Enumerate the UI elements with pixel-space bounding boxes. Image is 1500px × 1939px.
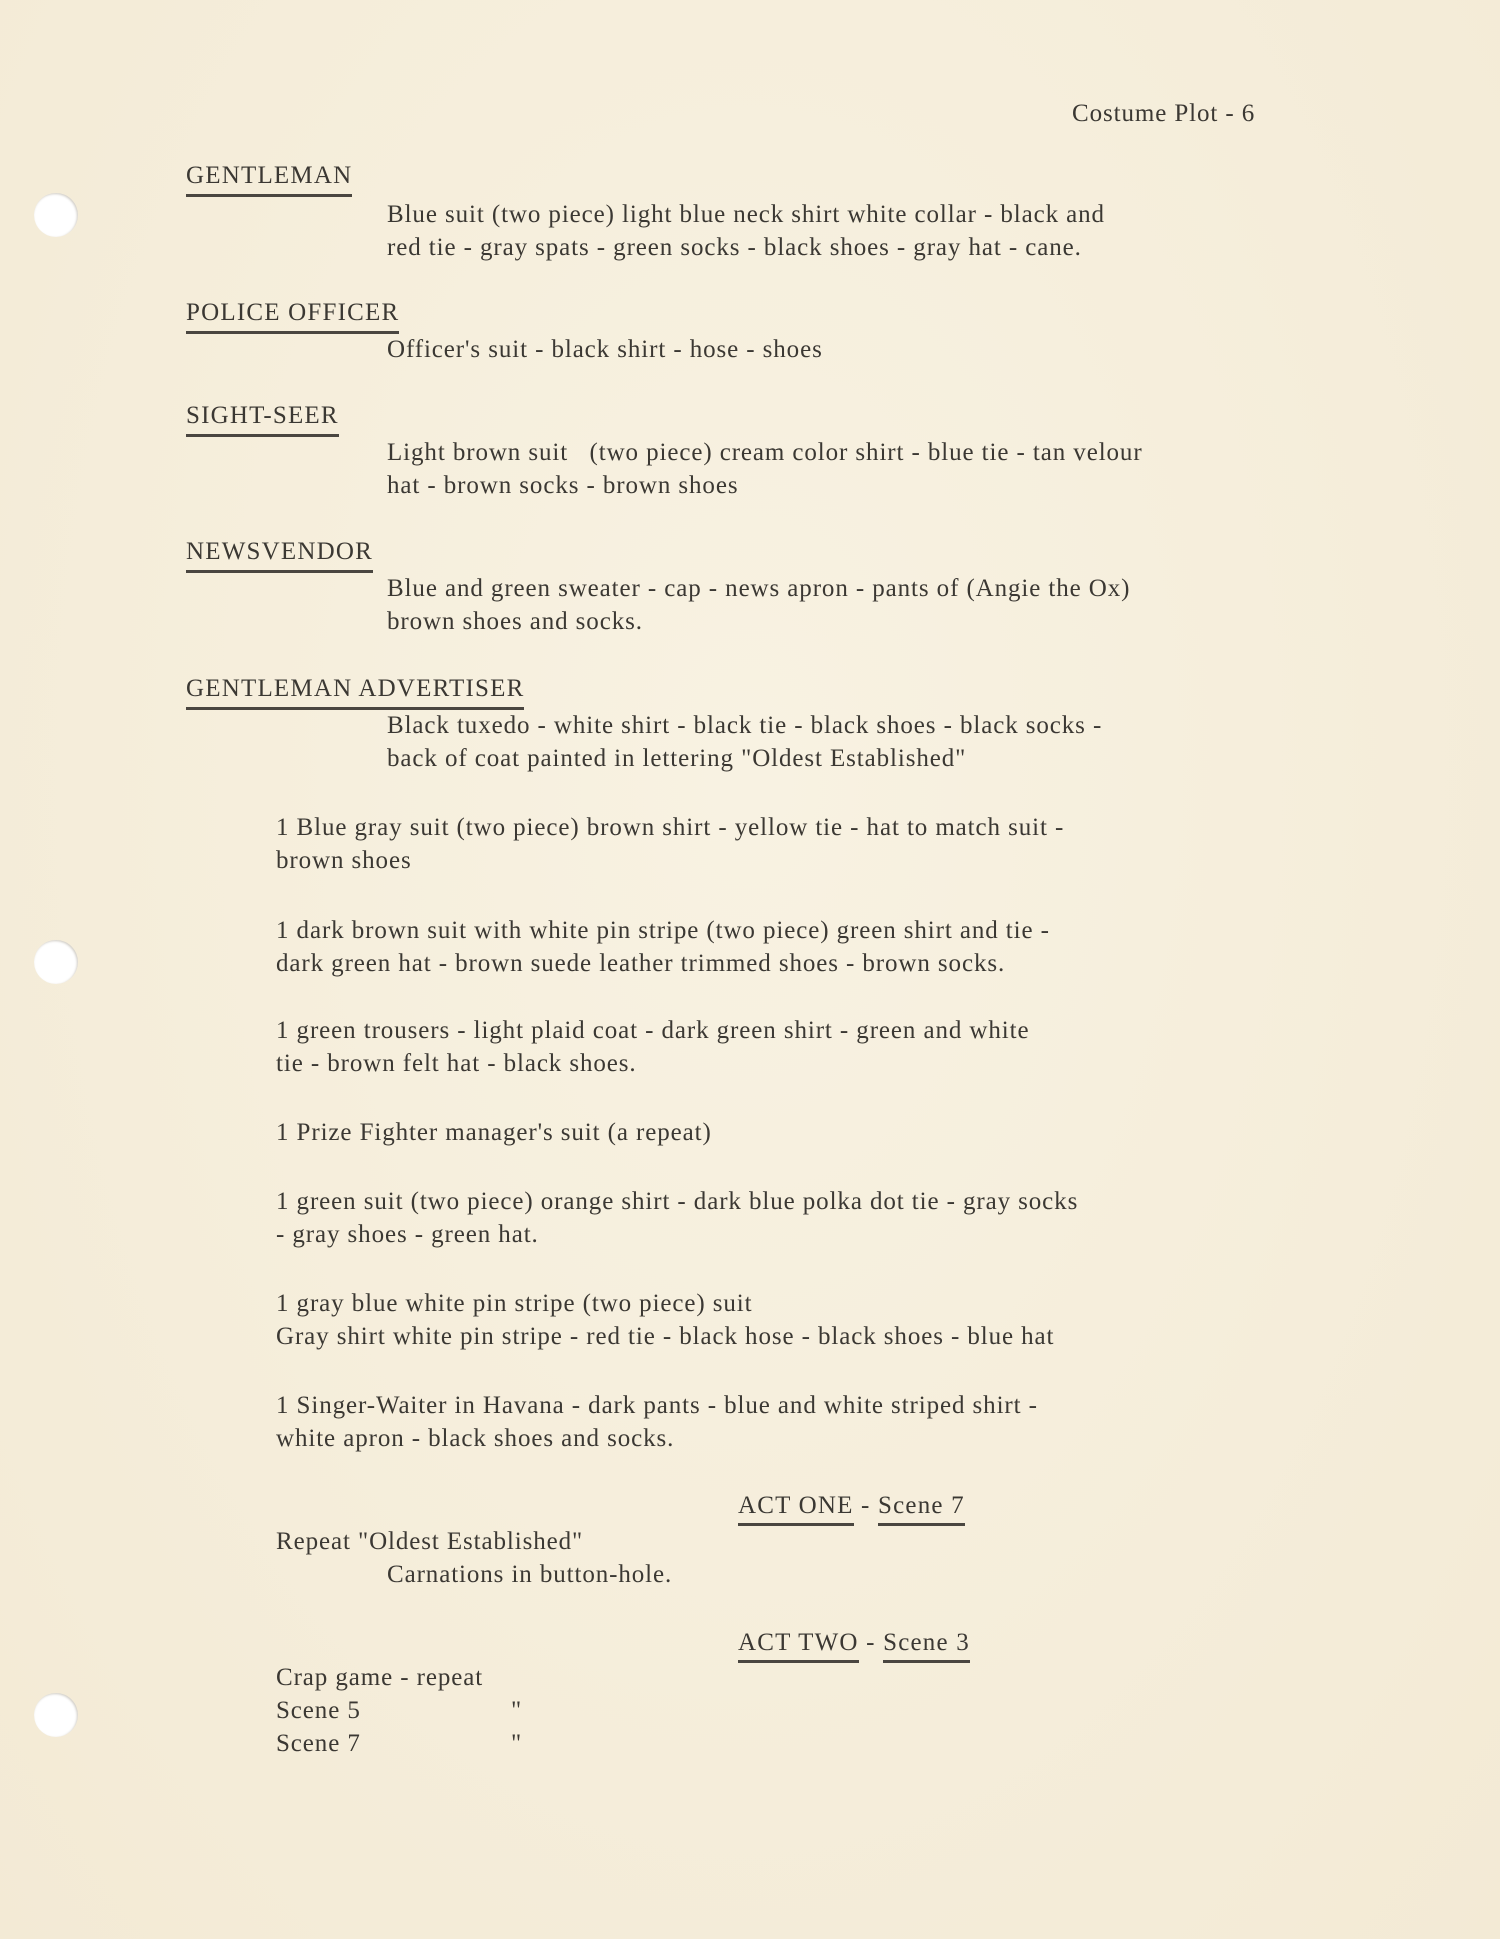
ditto-mark: ": [511, 1730, 523, 1757]
ditto-mark: ": [511, 1697, 523, 1724]
character-description-line: Officer's suit - black shirt - hose - shoes: [387, 336, 823, 363]
act-one-line: Repeat "Oldest Established": [276, 1528, 584, 1555]
act-one-line: Carnations in button-hole.: [387, 1561, 673, 1588]
costume-item-line: 1 green suit (two piece) orange shirt - dark blue polka dot tie - gray socks: [276, 1188, 1079, 1215]
costume-item-line: 1 Singer-Waiter in Havana - dark pants - blue and white striped shirt -: [276, 1392, 1038, 1419]
act-label: ACT TWO: [738, 1628, 859, 1663]
act-two-row-label: Crap game - repeat: [276, 1664, 484, 1691]
costume-item-line: 1 Prize Fighter manager's suit (a repeat): [276, 1119, 712, 1146]
character-description-line: back of coat painted in lettering "Oldest Established": [387, 745, 967, 772]
act-separator: -: [866, 1629, 876, 1656]
costume-item-line: brown shoes: [276, 847, 412, 874]
costume-item-line: dark green hat - brown suede leather trimmed shoes - brown socks.: [276, 950, 1006, 977]
act-separator: -: [861, 1492, 871, 1519]
page-header-label: Costume Plot - 6: [1072, 100, 1256, 127]
character-description-line: Blue suit (two piece) light blue neck shirt white collar - black and: [387, 201, 1105, 228]
costume-item-line: tie - brown felt hat - black shoes.: [276, 1050, 637, 1077]
character-heading: GENTLEMAN: [186, 161, 352, 197]
costume-item-line: 1 gray blue white pin stripe (two piece) suit: [276, 1290, 753, 1317]
punch-hole: [34, 193, 78, 237]
act-two-heading: [738, 1628, 970, 1663]
act-label: ACT ONE: [738, 1491, 854, 1526]
character-heading: SIGHT-SEER: [186, 401, 339, 437]
costume-item-line: Gray shirt white pin stripe - red tie - black hose - black shoes - blue hat: [276, 1323, 1055, 1350]
character-description-line: red tie - gray spats - green socks - black shoes - gray hat - cane.: [387, 234, 1082, 261]
scene-label: Scene 3: [883, 1628, 970, 1663]
character-description-line: brown shoes and socks.: [387, 608, 643, 635]
costume-item-line: white apron - black shoes and socks.: [276, 1425, 675, 1452]
character-description-line: Black tuxedo - white shirt - black tie - black shoes - black socks -: [387, 712, 1103, 739]
scene-label: Scene 7: [878, 1491, 965, 1526]
character-heading: NEWSVENDOR: [186, 537, 373, 573]
costume-item-line: 1 green trousers - light plaid coat - dark green shirt - green and white: [276, 1017, 1030, 1044]
character-heading: POLICE OFFICER: [186, 298, 399, 334]
act-two-row-label: Scene 5: [276, 1697, 361, 1724]
costume-item-line: 1 dark brown suit with white pin stripe (two piece) green shirt and tie -: [276, 917, 1050, 944]
character-description-line: Blue and green sweater - cap - news apron - pants of (Angie the Ox): [387, 575, 1131, 602]
character-heading: GENTLEMAN ADVERTISER: [186, 674, 524, 710]
character-description-line: hat - brown socks - brown shoes: [387, 472, 739, 499]
punch-hole: [34, 940, 78, 984]
costume-item-line: - gray shoes - green hat.: [276, 1221, 539, 1248]
act-two-row-label: Scene 7: [276, 1730, 361, 1757]
act-one-heading: [738, 1491, 965, 1526]
character-description-line: Light brown suit (two piece) cream color shirt - blue tie - tan velour: [387, 439, 1143, 466]
costume-item-line: 1 Blue gray suit (two piece) brown shirt - yellow tie - hat to match suit -: [276, 814, 1065, 841]
punch-hole: [34, 1693, 78, 1737]
